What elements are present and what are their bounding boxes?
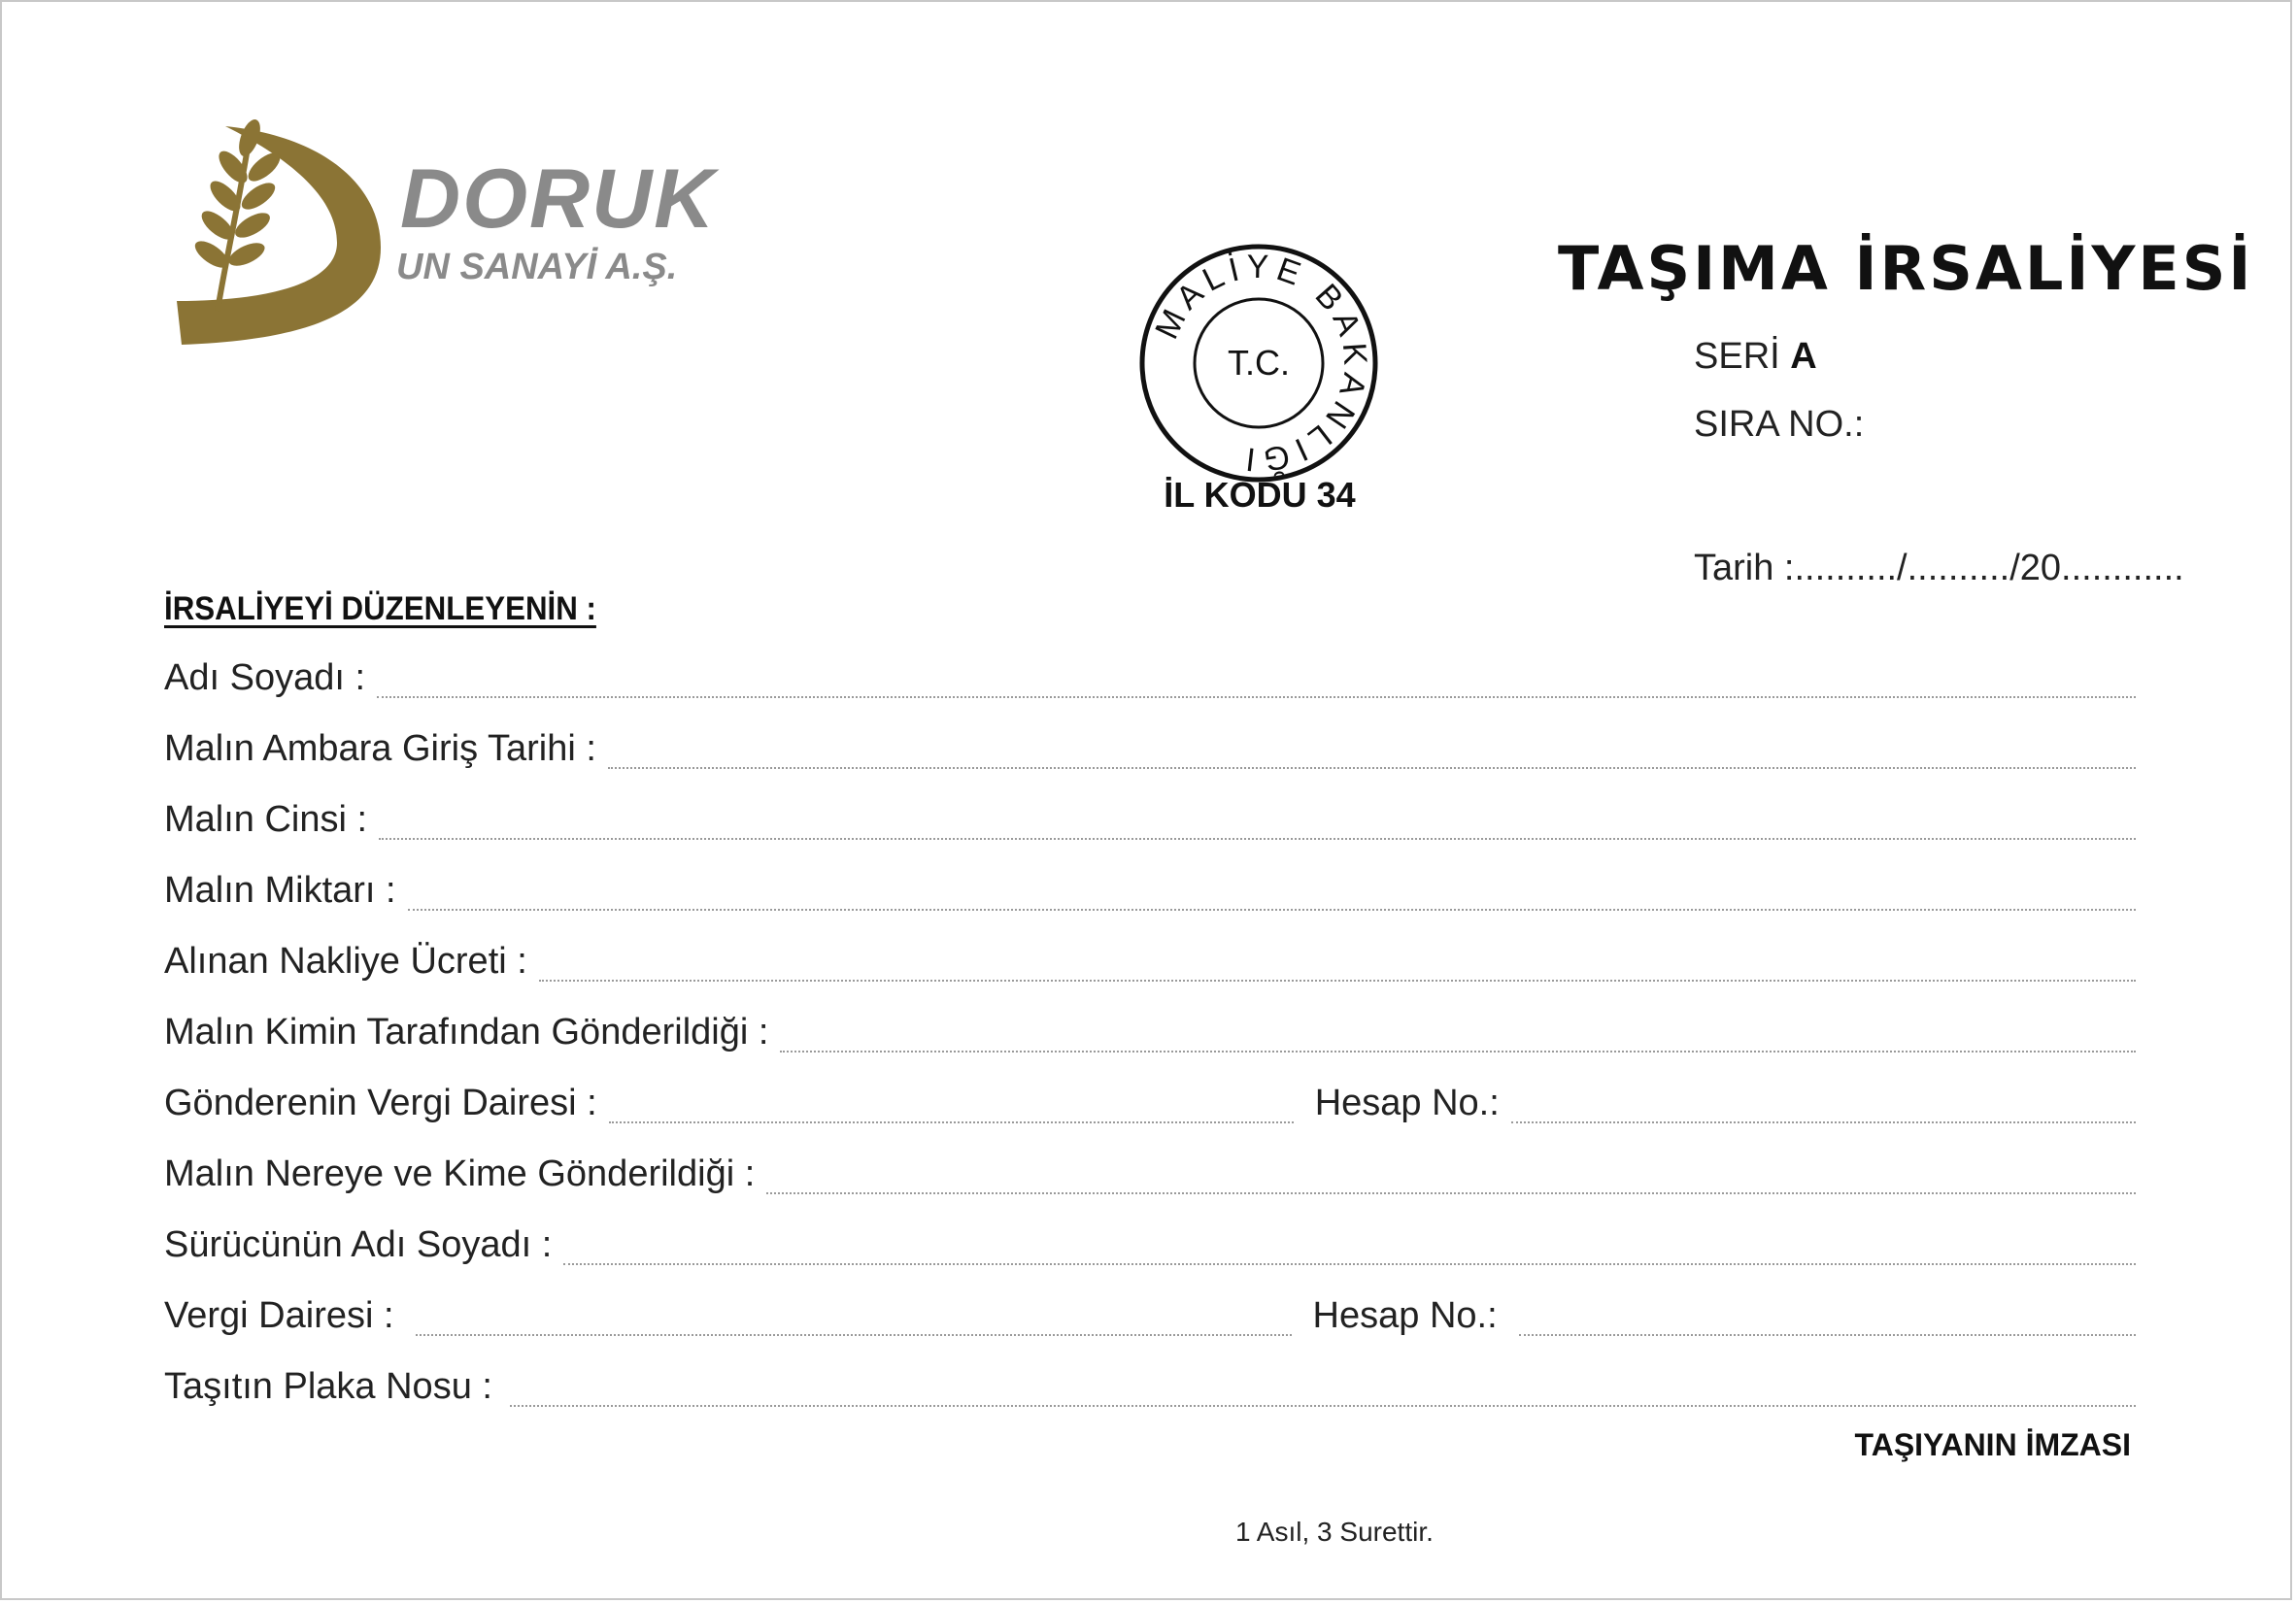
field-row-tax-office[interactable]	[164, 1297, 2136, 1346]
svg-text:MALİYE BAKANLIĞI: MALİYE BAKANLIĞI	[1148, 248, 1374, 480]
field-label: Malın Miktarı :	[164, 870, 396, 911]
series-line	[1694, 338, 1817, 375]
company-logo	[157, 117, 717, 359]
field-row-driver-name[interactable]	[164, 1226, 2136, 1275]
dotted-fill-line[interactable]	[563, 1261, 2136, 1265]
field-row-destination[interactable]	[164, 1155, 2136, 1204]
field-label: Malın Kimin Tarafından Gönderildiği :	[164, 1012, 769, 1053]
company-subtitle: UN SANAYİ A.Ş.	[396, 247, 678, 287]
field-label: Sürücünün Adı Soyadı :	[164, 1224, 553, 1265]
dotted-fill-line[interactable]	[1511, 1119, 2136, 1123]
dotted-fill-line[interactable]	[780, 1049, 2136, 1053]
dotted-fill-line[interactable]	[766, 1190, 2136, 1194]
field-label: Malın Ambara Giriş Tarihi :	[164, 728, 596, 769]
field-label: Adı Soyadı :	[164, 657, 366, 698]
field-label: Malın Cinsi :	[164, 799, 368, 840]
company-name: DORUK	[400, 152, 717, 246]
sequence-number-label: SIRA NO.:	[1694, 404, 1865, 445]
field-row-goods-type[interactable]	[164, 801, 2136, 850]
field-row-name[interactable]	[164, 659, 2136, 708]
dotted-fill-line[interactable]	[408, 907, 2136, 911]
document-title: TAŞIMA İRSALİYESİ	[1558, 233, 2254, 304]
field-row-sender[interactable]	[164, 1014, 2136, 1062]
field-label: Malın Nereye ve Kime Gönderildiği :	[164, 1153, 756, 1194]
field-label: Alınan Nakliye Ücreti :	[164, 941, 527, 982]
dotted-fill-line[interactable]	[377, 694, 2136, 698]
field-label: Gönderenin Vergi Dairesi :	[164, 1083, 597, 1123]
field-label: Vergi Dairesi :	[164, 1295, 394, 1336]
field-label: Taşıtın Plaka Nosu :	[164, 1366, 492, 1407]
dotted-fill-line[interactable]	[608, 765, 2136, 769]
copies-footnote: 1 Asıl, 3 Surettir.	[1235, 1517, 1434, 1547]
carrier-signature-label: TAŞIYANIN İMZASI	[1854, 1427, 2131, 1462]
account-number-label: Hesap No.:	[1314, 1083, 1500, 1123]
account-number-label: Hesap No.:	[1312, 1295, 1498, 1336]
issuer-section-heading: İRSALİYEYİ DÜZENLEYENİN :	[164, 590, 596, 627]
field-row-sender-tax-office[interactable]	[164, 1085, 2136, 1133]
field-row-warehouse-entry-date[interactable]	[164, 730, 2136, 779]
date-field[interactable]: Tarih :........../........../20............	[1694, 548, 2184, 588]
dotted-fill-line[interactable]	[416, 1332, 1292, 1336]
wheat-logo-icon	[157, 117, 390, 350]
stamp-province-code: İL KODU 34	[1164, 475, 1356, 515]
dotted-fill-line[interactable]	[609, 1119, 1294, 1123]
field-row-vehicle-plate[interactable]	[164, 1368, 2136, 1417]
dotted-fill-line[interactable]	[379, 836, 2136, 840]
dotted-fill-line[interactable]	[510, 1403, 2136, 1407]
field-row-goods-quantity[interactable]	[164, 872, 2136, 920]
svg-text:T.C.: T.C.	[1227, 343, 1291, 383]
series-label: SERİ	[1694, 336, 1780, 377]
dotted-fill-line[interactable]	[539, 978, 2136, 982]
series-value: A	[1790, 336, 1817, 377]
field-row-transport-fee[interactable]	[164, 943, 2136, 991]
ministry-stamp-seal	[1138, 243, 1379, 484]
dotted-fill-line[interactable]	[1519, 1332, 2136, 1336]
